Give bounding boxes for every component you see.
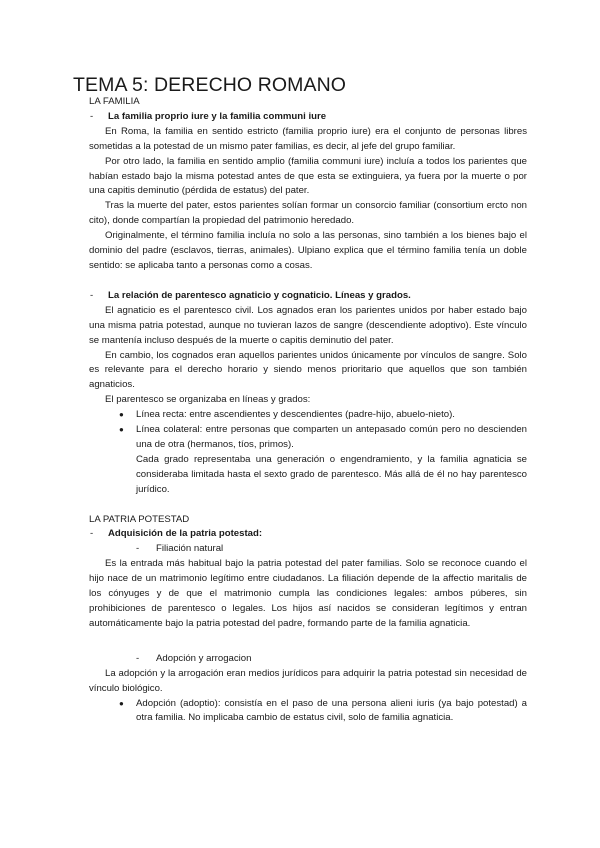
dash-marker: - — [90, 528, 94, 540]
dash-marker: - — [90, 110, 94, 122]
subheading-familia-proprio-iure — [89, 110, 527, 125]
subheading-text: Adquisición de la patria potestad: — [108, 528, 263, 540]
paragraph: La adopción y la arrogación eran medios jurídicos para adquirir la patria potestad sin necesidad de vínculo biológico. — [89, 667, 527, 694]
list-item — [119, 408, 527, 423]
bullet-marker: ● — [119, 410, 124, 420]
list-item-text: Línea recta: entre ascendientes y descendientes (padre-hijo, abuelo-nieto). — [136, 409, 455, 421]
paragraph: El parentesco se organizaba en líneas y grados: — [105, 394, 311, 406]
subitem-label: Filiación natural — [156, 543, 224, 555]
section-heading-patria-potestad: LA PATRIA POTESTAD — [89, 513, 190, 525]
paragraph: Tras la muerte del pater, estos parientes solían formar un consorcio familiar (consortium ercto non cito), donde compartían la propiedad del patrimonio heredado. — [89, 200, 527, 227]
dash-marker: - — [136, 652, 140, 664]
list-item-text: Adopción (adoptio): consistía en el paso de una persona alieni iuris (ya bajo potestad) a otra familia. No implicaba cambio de estatus civil, solo de familia agnaticia. — [136, 697, 527, 724]
paragraph: Originalmente, el término familia incluía no solo a las personas, sino también a los bienes bajo el dominio del padre (esclavos, tierras, animales). Ulpiano explica que el término familia tenía un doble sentido: se aplicaba tanto a personas como a cosas. — [89, 230, 527, 271]
dash-marker: - — [90, 289, 94, 301]
document-body — [89, 95, 527, 726]
paragraph: En cambio, los cognados eran aquellos parientes unidos únicamente por vínculos de sangre. Solo es relevante para el derecho horario y siendo menos prioritario que aquellos que son también agnaticios. — [89, 349, 527, 391]
subheading-adquisicion — [89, 527, 527, 542]
subitem-filiacion — [89, 542, 527, 557]
bullet-marker: ● — [119, 425, 124, 435]
list-item-continuation: Cada grado representaba una generación o engendramiento, y la familia agnaticia se consideraba limitada hasta el sexto grado de parentesco. Más allá de él no hay parentesco jurídico. — [136, 453, 527, 495]
subitem-adopcion — [89, 652, 527, 667]
bullet-marker: ● — [119, 698, 124, 708]
dash-marker: - — [136, 543, 140, 555]
list-item — [119, 697, 527, 727]
paragraph: Es la entrada más habitual bajo la patria potestad del pater familias. Solo se reconoce cuando el hijo nace de un matrimonio legítimo entre ciudadanos. La filiación depende de la affectio maritalis de los cónyuges y de que el matrimonio cumpla las condiciones legales: ambos púberes, sin prohibiciones de parentesco o legales. Los hijos así nacidos se consideran legítimos y entran automáticamente bajo la patria potestad del padre, formando parte de la familia agnaticia. — [89, 558, 527, 629]
subheading-text: La familia proprio iure y la familia communi iure — [108, 110, 327, 122]
list-item-text: Línea colateral: entre personas que comparten un antepasado común pero no descienden una de otra (hermanos, tíos, primos). — [136, 424, 527, 450]
subheading-text: La relación de parentesco agnaticio y cognaticio. Líneas y grados. — [108, 289, 411, 301]
bullet-list-lineas — [89, 408, 527, 497]
paragraph: El agnaticio es el parentesco civil. Los agnados eran los parientes unidos por haber estado bajo una misma patria potestad, aunque no tuvieran lazos de sangre (descendiente adoptivo). Este vínculo se mantenía incluso después de la muerte o capitis deminutio del pater. — [89, 304, 527, 346]
paragraph: Por otro lado, la familia en sentido amplio (familia communi iure) incluía a todos los parientes que habían estado bajo la misma potestad antes de que esta se extinguiera, ya fuera por la muerte o por una capitis deminutio (pérdida de estatus) del pater. — [89, 155, 527, 197]
paragraph: En Roma, la familia en sentido estricto (familia proprio iure) era el conjunto de personas libres sometidas a la potestad de un mismo pater familias, es decir, al jefe del grupo familiar. — [89, 125, 527, 152]
section-heading-familia: LA FAMILIA — [89, 96, 140, 107]
bullet-list-adopcion — [89, 697, 527, 727]
list-item — [119, 423, 527, 498]
subheading-parentesco — [89, 289, 527, 304]
subitem-label: Adopción y arrogacion — [156, 652, 252, 664]
page-title: TEMA 5: DERECHO ROMANO — [73, 74, 347, 96]
